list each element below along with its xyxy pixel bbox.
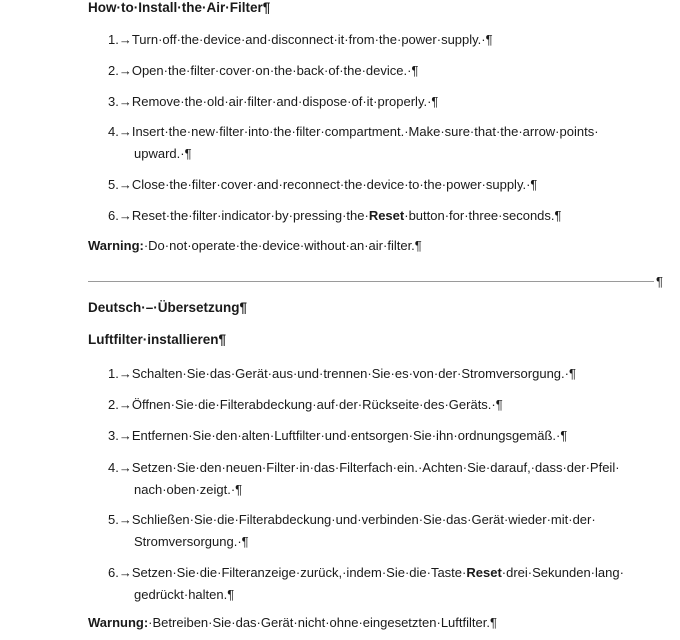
- de-step-6: [108, 562, 658, 606]
- en-step-2: 2.→Open·the·filter·cover·on·the·back·of·the·device.·¶: [108, 63, 419, 78]
- en-step-4-line-1: 4.→Insert·the·new·filter·into·the·filter·compartment.·Make·sure·that·the·arrow·points·: [108, 124, 599, 139]
- de-step-6-text-b: ·drei·Sekunden·lang·: [501, 565, 624, 580]
- en-step-3: 3.→Remove·the·old·air·filter·and·dispose·of·it·properly.·¶: [108, 94, 439, 109]
- de-warning-label: Warnung:: [88, 615, 149, 630]
- de-step-5: [108, 509, 658, 553]
- de-warning: [88, 615, 497, 630]
- en-warning-text: ·Do·not·operate·the·device·without·an·air·filter.¶: [143, 238, 422, 253]
- en-warning: [88, 238, 422, 253]
- de-step-6-line-2: gedrückt·halten.¶: [134, 587, 235, 602]
- en-step-6-text-a: 6.→Reset·the·filter·indicator·by·pressing·the·: [108, 208, 369, 223]
- rule-paragraph-mark: ¶: [656, 274, 663, 289]
- de-title: Luftfilter·installieren¶: [88, 332, 227, 347]
- de-step-5-line-1: 5.→Schließen·Sie·die·Filterabdeckung·und·verbinden·Sie·das·Gerät·wieder·mit·der·: [108, 512, 596, 527]
- de-warning-text: ·Betreiben·Sie·das·Gerät·nicht·ohne·eingesetzten·Luftfilter.¶: [148, 615, 497, 630]
- en-step-1: 1.→Turn·off·the·device·and·disconnect·it·from·the·power·supply.·¶: [108, 32, 493, 47]
- en-step-6-text-b: ·button·for·three·seconds.¶: [404, 208, 562, 223]
- en-step-6-reset-bold: Reset: [368, 208, 405, 223]
- de-step-6-text-a: 6.→Setzen·Sie·die·Filteranzeige·zurück,·indem·Sie·die·Taste·: [108, 565, 467, 580]
- de-step-4: [108, 457, 658, 501]
- en-step-4: [108, 121, 658, 165]
- horizontal-rule: [88, 281, 654, 282]
- de-step-4-line-1: 4.→Setzen·Sie·den·neuen·Filter·in·das·Filterfach·ein.·Achten·Sie·darauf,·dass·der·Pfeil·: [108, 460, 620, 475]
- en-title: How·to·Install·the·Air·Filter¶: [88, 0, 271, 15]
- en-step-5: 5.→Close·the·filter·cover·and·reconnect·the·device·to·the·power·supply.·¶: [108, 177, 538, 192]
- de-step-2: 2.→Öffnen·Sie·die·Filterabdeckung·auf·der·Rückseite·des·Geräts.·¶: [108, 397, 503, 412]
- de-step-5-line-2: Stromversorgung.·¶: [134, 534, 249, 549]
- de-step-1: 1.→Schalten·Sie·das·Gerät·aus·und·trennen·Sie·es·von·der·Stromversorgung.·¶: [108, 366, 576, 381]
- de-step-4-line-2: nach·oben·zeigt.·¶: [134, 482, 243, 497]
- en-step-6: [108, 205, 658, 227]
- de-step-6-reset-bold: Reset: [466, 565, 502, 580]
- de-section-heading: Deutsch·–·Übersetzung¶: [88, 300, 248, 315]
- en-warning-label: Warning:: [88, 238, 144, 253]
- de-step-3: 3.→Entfernen·Sie·den·alten·Luftfilter·und·entsorgen·Sie·ihn·ordnungsgemäß.·¶: [108, 428, 568, 443]
- en-step-4-line-2: upward.·¶: [134, 146, 192, 161]
